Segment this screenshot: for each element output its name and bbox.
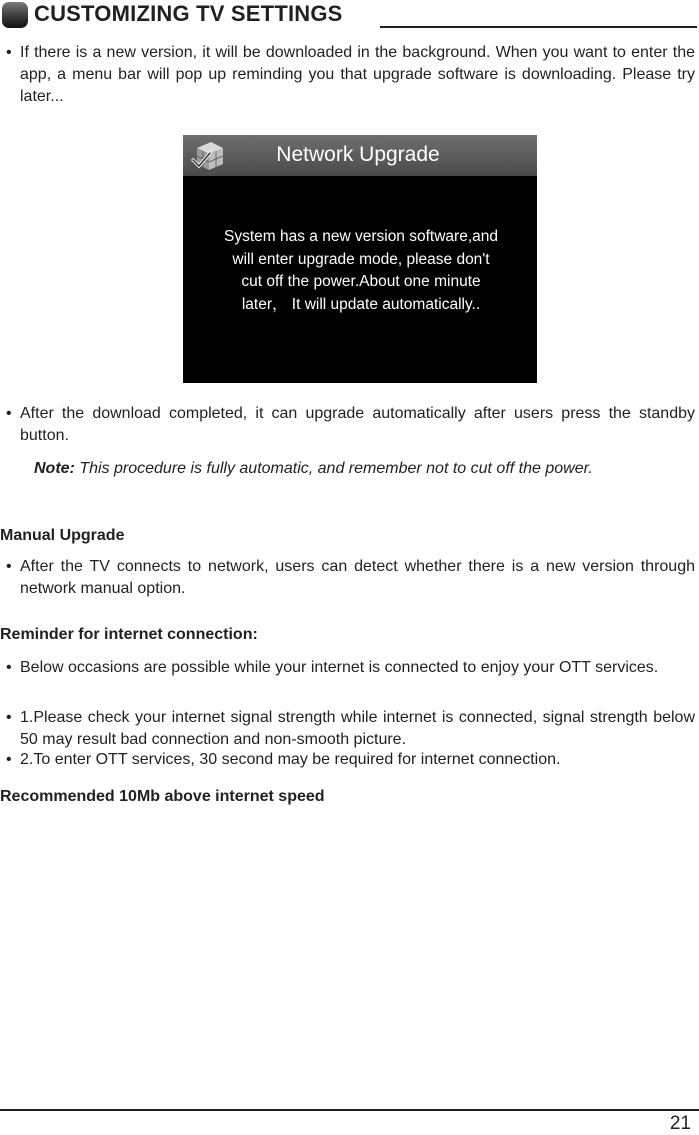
screen-message xyxy=(201,226,521,316)
screen-message-line: System has a new version software,and xyxy=(224,228,498,245)
recommended-heading: Recommended 10Mb above internet speed xyxy=(0,788,325,805)
footer-rule xyxy=(0,1109,699,1111)
manual-upgrade-text: After the TV connects to network, users can detect whether there is a new version through network manual option. xyxy=(20,558,695,597)
screen-message-line: will enter upgrade mode, please don't xyxy=(232,250,490,268)
reminder-item-text: Below occasions are possible while your internet is connected to enjoy your OTT services. xyxy=(20,659,659,676)
intro-text: If there is a new version, it will be downloaded in the background. When you want to enter the app, a menu bar will pop up reminding you that upgrade software is downloading. Please try later... xyxy=(20,44,695,105)
bullet-mark: • xyxy=(6,405,12,422)
screen-message-line: later， It will update automatically.. xyxy=(241,295,481,313)
bullet-mark: • xyxy=(6,44,12,61)
reminder-bullet-item xyxy=(0,749,697,773)
upgrade-cube-icon xyxy=(189,138,229,174)
page-header xyxy=(0,0,699,30)
bullet-mark: • xyxy=(6,558,12,575)
screen-message-line: cut off the power.About one minute xyxy=(241,273,481,290)
page-number: 21 xyxy=(669,1113,691,1134)
reminder-bullet-item xyxy=(0,657,697,703)
section-badge-icon xyxy=(2,2,28,28)
screen-title-bar xyxy=(183,135,537,176)
note-label: Note: xyxy=(34,460,75,477)
after-download-bullet-item xyxy=(0,403,697,449)
bullet-mark: • xyxy=(6,659,12,676)
manual-upgrade-bullet-item xyxy=(0,556,697,602)
bullet-mark: • xyxy=(6,709,12,726)
manual-upgrade-heading: Manual Upgrade xyxy=(0,527,125,544)
reminder-heading: Reminder for internet connection: xyxy=(0,626,258,643)
reminder-bullet-item xyxy=(0,707,697,753)
reminder-item-text: 2.To enter OTT services, 30 second may be required for internet connection. xyxy=(20,751,561,768)
page-title: CUSTOMIZING TV SETTINGS xyxy=(34,1,343,26)
header-rule xyxy=(380,26,697,28)
bullet-mark: • xyxy=(6,751,12,768)
note-text: This procedure is fully automatic, and remember not to cut off the power. xyxy=(74,460,593,477)
after-download-text: After the download completed, it can upgrade automatically after users press the standby button. xyxy=(20,405,695,444)
tv-screen-illustration xyxy=(183,135,537,383)
reminder-item-text: 1.Please check your internet signal strength while internet is connected, signal strength below 50 may result bad connection and non-smooth picture. xyxy=(20,709,695,748)
note-line xyxy=(34,460,593,478)
screen-title: Network Upgrade xyxy=(276,143,440,166)
intro-bullet-item xyxy=(0,42,697,112)
